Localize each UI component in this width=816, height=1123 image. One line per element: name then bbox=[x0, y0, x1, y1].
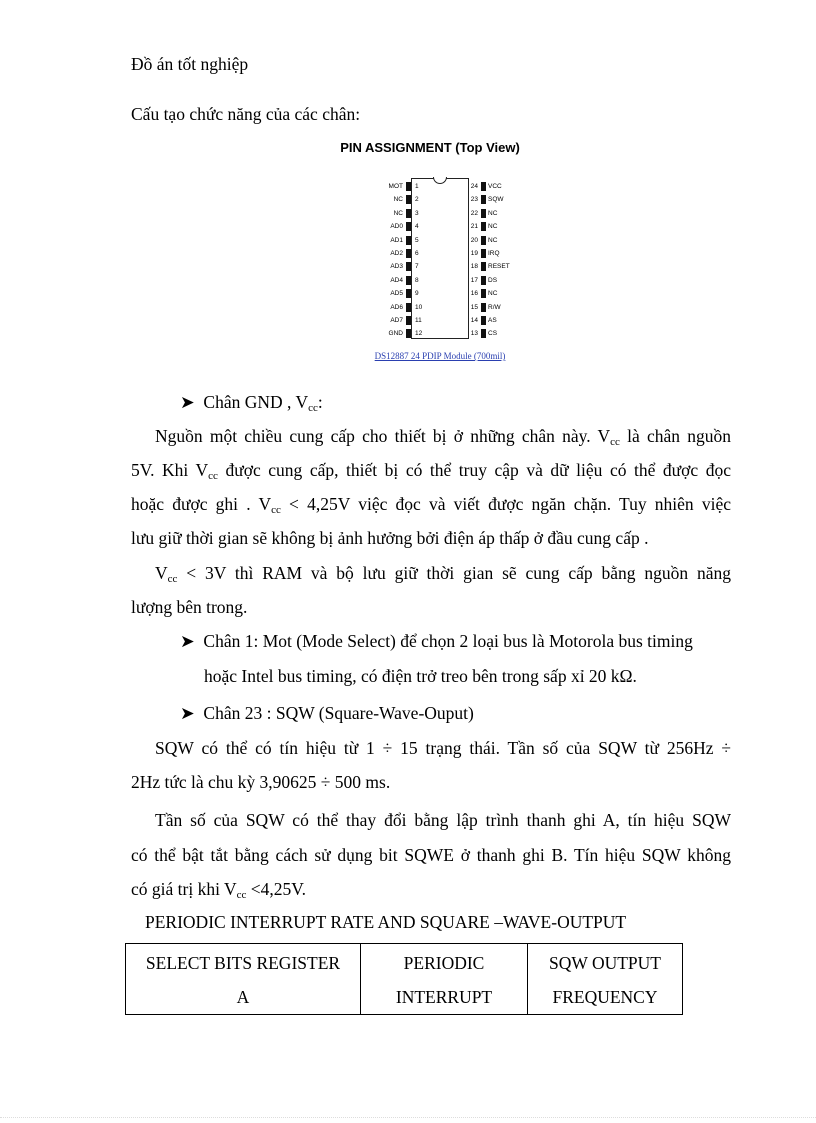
pin-name: NC bbox=[393, 209, 403, 217]
arrow-bullet-icon: ➤ bbox=[180, 392, 195, 412]
pin-name: NC bbox=[488, 290, 498, 298]
figure-caption: DS12887 24 PDIP Module (700mil) bbox=[374, 351, 506, 361]
pin-lead bbox=[481, 236, 486, 245]
para3-line1: SQW có thể có tín hiệu từ 1 ÷ 15 trạng thái. Tần số của SQW từ 256Hz ÷ bbox=[155, 738, 731, 758]
pin-name: R/W bbox=[488, 303, 501, 311]
pin-name: AD0 bbox=[390, 223, 403, 231]
para3-line2: 2Hz tức là chu kỳ 3,90625 ÷ 500 ms. bbox=[131, 772, 391, 792]
page-bottom-rule bbox=[0, 1117, 816, 1118]
para2-line2: lượng bên trong. bbox=[131, 597, 248, 617]
pin-number: 9 bbox=[415, 290, 419, 298]
pin-number: 24 bbox=[470, 183, 478, 190]
pin-number: 17 bbox=[470, 276, 478, 284]
pin-lead bbox=[481, 289, 486, 298]
pin-lead bbox=[406, 249, 411, 258]
pin-lead bbox=[406, 329, 411, 338]
pin-number: 19 bbox=[470, 250, 478, 257]
para1-line1: Nguồn một chiều cung cấp cho thiết bị ở những chân này. $V_{cc}$ là chân nguồn bbox=[155, 426, 731, 448]
table-header-cell: SQW OUTPUT FREQUENCY bbox=[528, 944, 683, 1015]
pin-name: AD3 bbox=[390, 263, 403, 271]
pin-lead bbox=[481, 222, 486, 231]
pin-name: AD2 bbox=[390, 250, 403, 257]
pin-name: SQW bbox=[488, 196, 504, 204]
para2-line1: $V_{cc} < 3V$ thì RAM và bộ lưu giữ thời gian sẽ cung cấp bằng nguồn năng bbox=[155, 563, 731, 585]
pin-name: AD7 bbox=[390, 317, 403, 324]
pin-lead bbox=[481, 316, 486, 325]
para1-line2: 5V. Khi $V_{cc}$ được cung cấp, thiết bị có thể truy cập và dữ liệu có thể được đọc bbox=[131, 460, 731, 482]
pin-name: VCC bbox=[488, 183, 502, 190]
pin-lead bbox=[406, 182, 411, 191]
pin-name: NC bbox=[488, 236, 498, 244]
pin-number: 10 bbox=[415, 303, 423, 311]
pin-name: NC bbox=[393, 196, 403, 204]
table-title: PERIODIC INTERRUPT RATE AND SQUARE –WAVE-OUTPUT bbox=[145, 912, 627, 932]
pin-name: AD4 bbox=[390, 276, 403, 284]
pin-name: NC bbox=[488, 209, 498, 217]
pin-number: 20 bbox=[470, 236, 478, 244]
pin-lead bbox=[481, 249, 486, 258]
pin-number: 11 bbox=[415, 317, 422, 324]
bullet-gnd-vcc: ➤ Chân GND , $V_{cc}$: bbox=[180, 392, 323, 414]
pin-number: 12 bbox=[415, 330, 423, 338]
pin-lead bbox=[406, 236, 411, 245]
pin-lead bbox=[481, 182, 486, 191]
pin-name: AS bbox=[488, 317, 497, 324]
para1-line4: lưu giữ thời gian sẽ không bị ảnh hưởng bởi điện áp thấp ở đầu cung cấp . bbox=[131, 528, 649, 548]
pin-lead bbox=[406, 303, 411, 312]
para4-line2: có thể bật tắt bằng cách sử dụng bit SQWE ở thanh ghi B. Tín hiệu SQW không bbox=[131, 845, 731, 865]
pin-number: 8 bbox=[415, 276, 419, 284]
para4-line1: Tần số của SQW có thể thay đổi bằng lập trình thanh ghi A, tín hiệu SQW bbox=[155, 810, 731, 830]
pin-lead bbox=[481, 195, 486, 204]
pin-number: 7 bbox=[415, 263, 419, 271]
bullet-pin1: ➤ Chân 1: Mot (Mode Select) để chọn 2 loại bus là Motorola bus timing bbox=[180, 631, 693, 651]
pin-number: 23 bbox=[470, 196, 478, 204]
pin-lead bbox=[406, 316, 411, 325]
section-intro: Cấu tạo chức năng của các chân: bbox=[131, 104, 361, 124]
pin-lead bbox=[406, 195, 411, 204]
pin-name: AD5 bbox=[390, 290, 403, 298]
pin-lead bbox=[406, 289, 411, 298]
pin-name: AD1 bbox=[390, 236, 403, 244]
figure-title: PIN ASSIGNMENT (Top View) bbox=[340, 140, 520, 155]
pin-name: RESET bbox=[488, 263, 510, 271]
table-header-row bbox=[126, 944, 683, 1015]
pin-number: 16 bbox=[470, 290, 478, 298]
pin-number: 4 bbox=[415, 223, 419, 231]
pin-lead bbox=[406, 222, 411, 231]
pin-lead bbox=[406, 209, 411, 218]
para4-line3: có giá trị khi $V_{cc} <4,25V$. bbox=[131, 879, 307, 901]
pin-name: IRQ bbox=[488, 250, 500, 257]
table-header-cell: PERIODIC INTERRUPT bbox=[361, 944, 528, 1015]
pin-number: 18 bbox=[470, 263, 478, 271]
pin-number: 14 bbox=[470, 317, 478, 324]
pin-name: NC bbox=[488, 223, 498, 231]
pin-name: AD6 bbox=[390, 303, 403, 311]
para1-line3: hoặc được ghi . $V_{cc} < 4,25V$ việc đọc và viết được ngăn chặn. Tuy nhiên việc bbox=[131, 494, 731, 516]
pin-number: 2 bbox=[415, 196, 419, 204]
arrow-bullet-icon: ➤ bbox=[180, 703, 195, 723]
arrow-bullet-icon: ➤ bbox=[180, 631, 195, 651]
pin-lead bbox=[481, 303, 486, 312]
pin-lead bbox=[481, 329, 486, 338]
pin-number: 15 bbox=[470, 303, 478, 311]
bullet-pin1-line2: hoặc Intel bus timing, có điện trở treo bên trong sấp xỉ 20 kΩ. bbox=[204, 666, 637, 686]
pin-lead bbox=[481, 262, 486, 271]
table-header-cell: SELECT BITS REGISTER A bbox=[126, 944, 361, 1015]
pin-lead bbox=[406, 276, 411, 285]
pin-name: GND bbox=[388, 330, 403, 338]
pin-number: 21 bbox=[470, 223, 478, 231]
bullet-pin23: ➤ Chân 23 : SQW (Square-Wave-Ouput) bbox=[180, 703, 474, 723]
pin-lead bbox=[481, 209, 486, 218]
pin-lead bbox=[481, 276, 486, 285]
pin-name: CS bbox=[488, 330, 498, 338]
pin-lead bbox=[406, 262, 411, 271]
page-header: Đồ án tốt nghiệp bbox=[131, 54, 249, 74]
pin-number: 6 bbox=[415, 250, 419, 257]
pin-number: 3 bbox=[415, 209, 419, 217]
pin-number: 1 bbox=[415, 183, 419, 190]
pin-name: MOT bbox=[388, 183, 403, 190]
rate-table bbox=[125, 943, 683, 1015]
pin-name: DS bbox=[488, 276, 498, 284]
pin-number: 5 bbox=[415, 236, 419, 244]
pin-number: 13 bbox=[470, 330, 478, 338]
pin-number: 22 bbox=[470, 209, 478, 217]
